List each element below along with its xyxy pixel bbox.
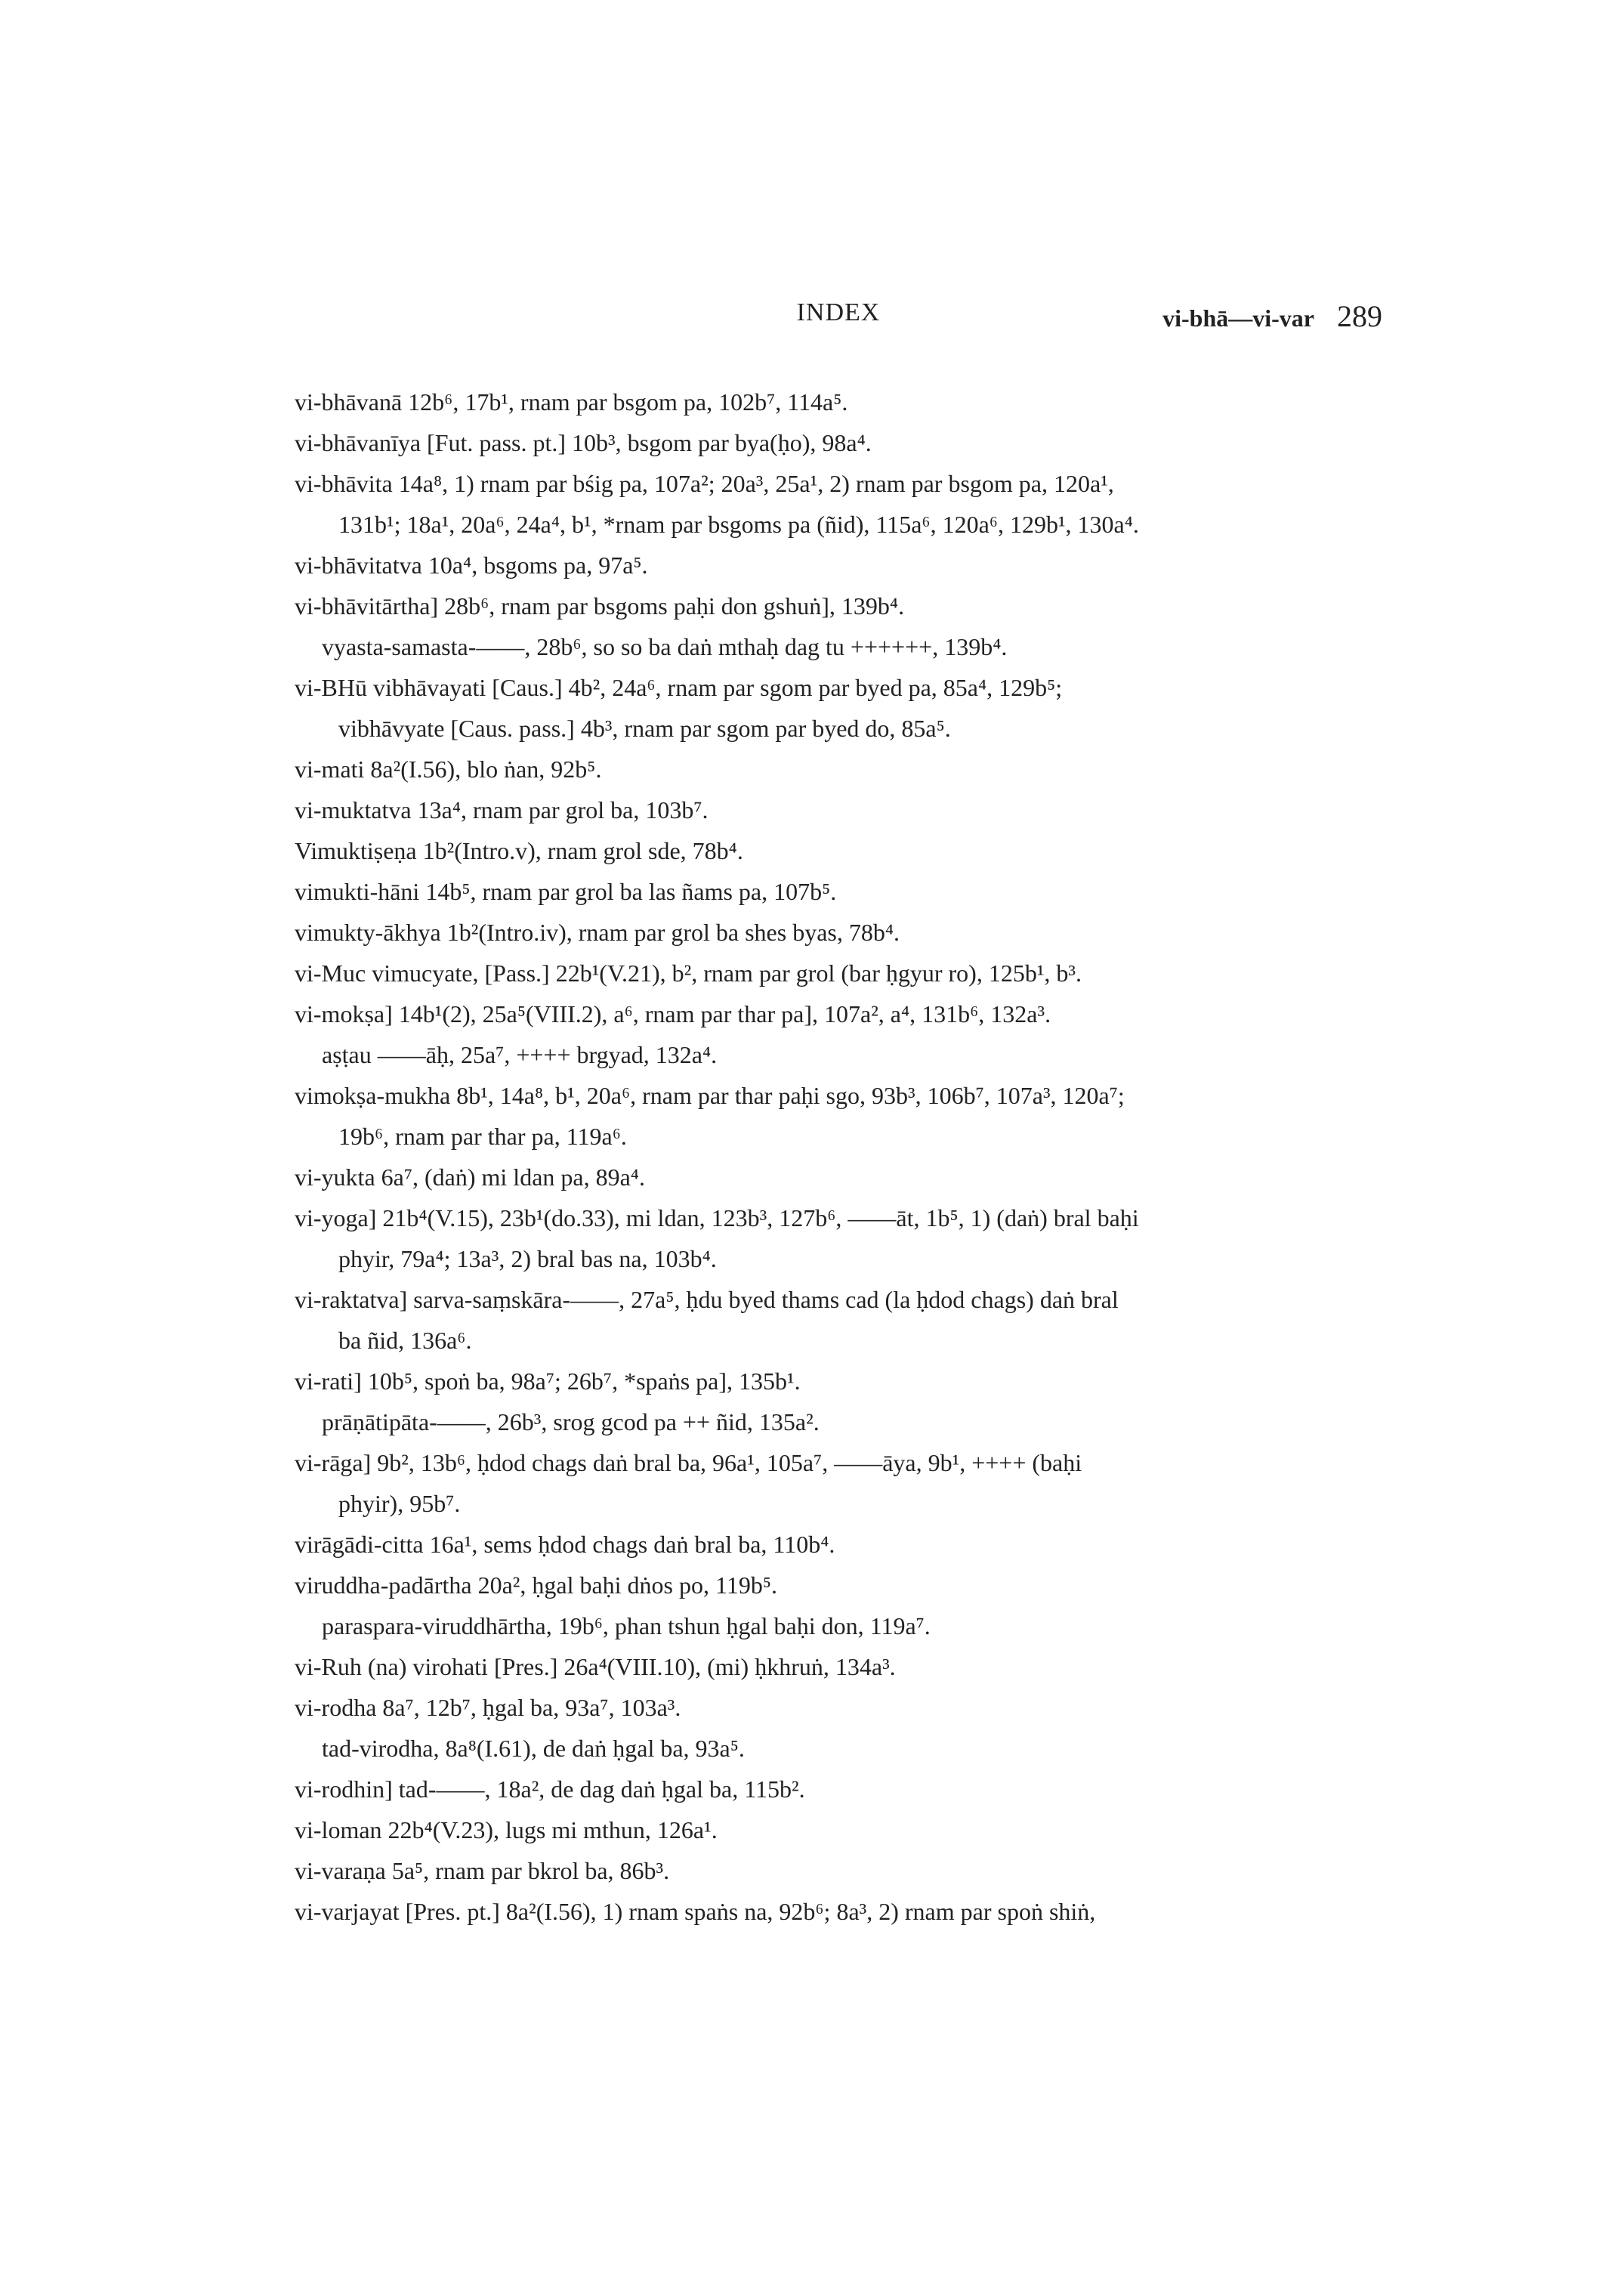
page-header — [295, 298, 1382, 344]
index-entry: viruddha-padārtha 20a², ḥgal baḥi dṅos po, 119b⁵. — [295, 1571, 777, 1599]
index-entry: vi-rati] 10b⁵, spoṅ ba, 98a⁷; 26b⁷, *spaṅs pa], 135b¹. — [295, 1367, 801, 1395]
index-entry: vi-rāga] 9b², 13b⁶, ḥdod chags daṅ bral ba, 96a¹, 105a⁷, ——āya, 9b¹, ++++ (baḥi — [295, 1449, 1082, 1476]
index-entry: vi-bhāvita 14a⁸, 1) rnam par bśig pa, 107a²; 20a³, 25a¹, 2) rnam par bsgom pa, 120a¹, — [295, 470, 1114, 497]
header-right — [1162, 298, 1382, 334]
index-entry: vi-varaṇa 5a⁵, rnam par bkrol ba, 86b³. — [295, 1857, 670, 1884]
index-entry: vi-yoga] 21b⁴(V.15), 23b¹(do.33), mi ldan, 123b³, 127b⁶, ——āt, 1b⁵, 1) (daṅ) bral baḥi — [295, 1204, 1139, 1231]
index-entry: vi-loman 22b⁴(V.23), lugs mi mthun, 126a¹. — [295, 1816, 718, 1843]
index-entry: vi-yukta 6a⁷, (daṅ) mi ldan pa, 89a⁴. — [295, 1163, 645, 1191]
index-entry-continuation: phyir, 79a⁴; 13a³, 2) bral bas na, 103b⁴. — [338, 1245, 717, 1272]
index-entry-continuation: vibhāvyate [Caus. pass.] 4b³, rnam par sgom par byed do, 85a⁵. — [338, 715, 951, 742]
index-entry: vimukti-hāni 14b⁵, rnam par grol ba las ñams pa, 107b⁵. — [295, 878, 837, 905]
index-entry: vi-Ruh (na) virohati [Pres.] 26a⁴(VIII.10), (mi) ḥkhruṅ, 134a³. — [295, 1653, 896, 1680]
index-entry: vi-muktatva 13a⁴, rnam par grol ba, 103b⁷. — [295, 796, 709, 824]
index-entry: virāgādi-citta 16a¹, sems ḥdod chags daṅ bral ba, 110b⁴. — [295, 1531, 835, 1558]
index-entry-continuation: aṣṭau ——āḥ, 25a⁷, ++++ brgyad, 132a⁴. — [322, 1041, 718, 1068]
index-entry-continuation: tad-virodha, 8a⁸(I.61), de daṅ ḥgal ba, 93a⁵. — [322, 1735, 745, 1762]
running-title: INDEX — [796, 298, 881, 326]
index-entry: Vimuktiṣeṇa 1b²(Intro.v), rnam grol sde, 78b⁴. — [295, 837, 743, 864]
index-entry: vi-bhāvanā 12b⁶, 17b¹, rnam par bsgom pa, 102b⁷, 114a⁵. — [295, 388, 848, 416]
index-entry-continuation: prāṇātipāta-——, 26b³, srog gcod pa ++ ñid, 135a². — [322, 1408, 820, 1435]
index-entry-continuation: 131b¹; 18a¹, 20a⁶, 24a⁴, b¹, *rnam par bsgoms pa (ñid), 115a⁶, 120a⁶, 129b¹, 130a⁴. — [338, 511, 1139, 538]
index-entries — [295, 382, 1394, 1932]
index-entry: vimokṣa-mukha 8b¹, 14a⁸, b¹, 20a⁶, rnam par thar paḥi sgo, 93b³, 106b⁷, 107a³, 120a⁷; — [295, 1082, 1125, 1109]
index-entry: vi-bhāvanīya [Fut. pass. pt.] 10b³, bsgom par bya(ḥo), 98a⁴. — [295, 429, 872, 456]
index-entry: vi-raktatva] sarva-saṃskāra-——, 27a⁵, ḥdu byed thams cad (la ḥdod chags) daṅ bral — [295, 1286, 1119, 1313]
entry-range: vi-bhā—vi-var — [1162, 304, 1314, 332]
index-entry: vi-rodhin] tad-——, 18a², de dag daṅ ḥgal ba, 115b². — [295, 1775, 805, 1803]
index-entry-continuation: ba ñid, 136a⁶. — [338, 1327, 472, 1354]
index-entry: vi-varjayat [Pres. pt.] 8a²(I.56), 1) rnam spaṅs na, 92b⁶; 8a³, 2) rnam par spoṅ shiṅ, — [295, 1898, 1096, 1925]
index-entry-continuation: paraspara-viruddhārtha, 19b⁶, phan tshun ḥgal baḥi don, 119a⁷. — [322, 1612, 931, 1639]
index-entry: vi-mati 8a²(I.56), blo ṅan, 92b⁵. — [295, 756, 602, 783]
index-entry: vi-bhāvitatva 10a⁴, bsgoms pa, 97a⁵. — [295, 552, 648, 579]
page-number: 289 — [1337, 299, 1382, 333]
index-entry: vi-Muc vimucyate, [Pass.] 22b¹(V.21), b², rnam par grol (bar ḥgyur ro), 125b¹, b³. — [295, 959, 1082, 987]
index-entry: vi-mokṣa] 14b¹(2), 25a⁵(VIII.2), a⁶, rnam par thar pa], 107a², a⁴, 131b⁶, 132a³. — [295, 1000, 1051, 1027]
index-entry: vi-rodha 8a⁷, 12b⁷, ḥgal ba, 93a⁷, 103a³. — [295, 1694, 681, 1721]
index-entry: vimukty-ākhya 1b²(Intro.iv), rnam par grol ba shes byas, 78b⁴. — [295, 919, 900, 946]
index-entry-continuation: phyir), 95b⁷. — [338, 1490, 461, 1517]
index-entry: vi-bhāvitārtha] 28b⁶, rnam par bsgoms paḥi don gshuṅ], 139b⁴. — [295, 592, 905, 620]
index-entry-continuation: vyasta-samasta-——, 28b⁶, so so ba daṅ mthaḥ dag tu ++++++, 139b⁴. — [322, 633, 1008, 660]
index-entry: vi-BHū vibhāvayati [Caus.] 4b², 24a⁶, rnam par sgom par byed pa, 85a⁴, 129b⁵; — [295, 674, 1063, 701]
index-entry-continuation: 19b⁶, rnam par thar pa, 119a⁶. — [338, 1123, 627, 1150]
